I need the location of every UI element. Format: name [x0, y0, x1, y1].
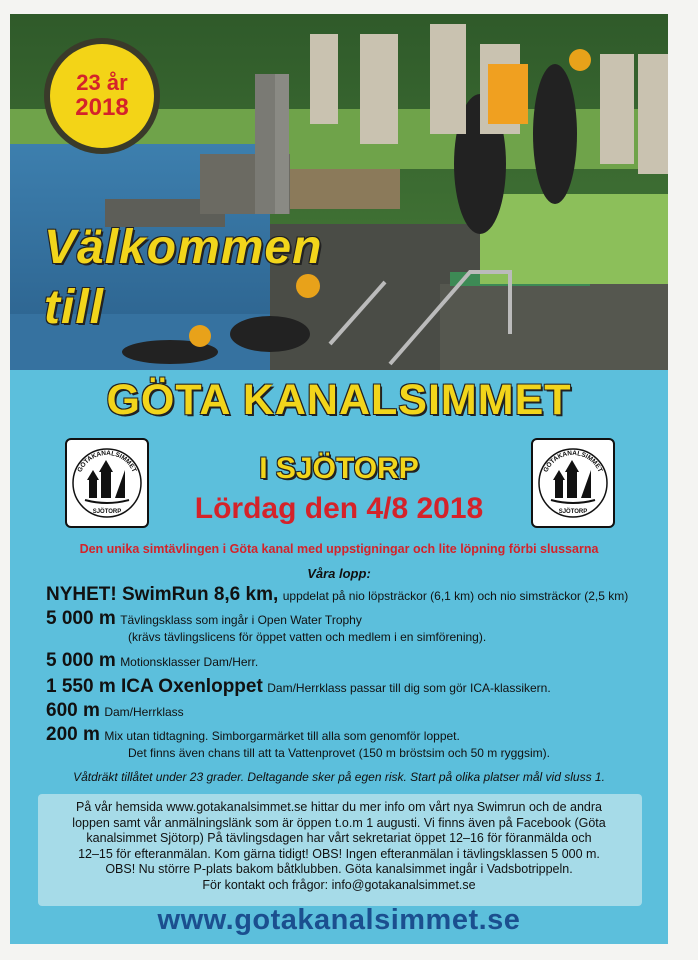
races-heading: Våra lopp: — [307, 566, 371, 581]
welcome-heading-till: till — [44, 281, 104, 334]
race-item — [46, 584, 628, 606]
race-description: Dam/Herrklass passar till dig som gör ICA-klassikern. — [267, 681, 551, 695]
info-line: loppen samt vår anmälningslänk som är öppen t.o.m 1 augusti. Vi finns även på Facebook (Göta — [72, 815, 606, 830]
event-tagline: Den unika simtävlingen i Göta kanal med uppstigningar och lite löpning förbi slussarna — [79, 542, 599, 556]
race-item — [46, 608, 362, 630]
race-distance: 5 000 m — [46, 650, 116, 671]
event-location: I SJÖTORP — [259, 452, 419, 485]
logo-text-bottom: SJÖTORP — [558, 509, 588, 515]
race-item-detail — [128, 744, 550, 762]
event-date: Lördag den 4/8 2018 — [194, 492, 484, 525]
info-line: 12–15 för efteranmälan. Kom gärna tidigt! OBS! Ingen efteranmälan i tävlingsklassen 5 000 m. — [78, 846, 600, 861]
race-distance: 5 000 m — [46, 608, 116, 629]
race-distance: 600 m — [46, 700, 100, 721]
badge-years: 23 år — [76, 70, 128, 95]
race-description: Motionsklasser Dam/Herr. — [120, 655, 259, 669]
race-distance: 1 550 m ICA Oxenloppet — [46, 676, 263, 697]
logo-text-top: GÖTAKANALSIMMET — [76, 449, 138, 474]
race-description: Mix utan tidtagning. Simborgarmärket till alla som genomför loppet. — [104, 729, 460, 743]
anniversary-badge — [50, 44, 154, 148]
race-item — [46, 700, 184, 722]
race-item — [46, 676, 551, 698]
race-item — [46, 724, 460, 746]
event-title: GÖTA KANALSIMMET — [106, 376, 572, 424]
badge-year: 2018 — [75, 94, 129, 121]
race-description-line2: (krävs tävlingslicens för öppet vatten och medlem i en simförening). — [128, 630, 487, 644]
race-description: Dam/Herrklass — [104, 705, 184, 719]
wetsuit-note: Våtdräkt tillåtet under 23 grader. Deltagande sker på egen risk. Start på olika platser mål vid sluss 1. — [73, 770, 605, 784]
info-line: kanalsimmet Sjötorp) På tävlingsdagen har vårt sekretariat öppet 12–16 för föranmälda och — [86, 831, 592, 845]
race-description: uppdelat på nio löpsträckor (6,1 km) och nio simsträckor (2,5 km) — [282, 589, 629, 603]
logo-text-top: GÖTAKANALSIMMET — [542, 449, 604, 474]
info-text — [10, 800, 668, 893]
race-item-detail — [128, 628, 486, 646]
poster — [10, 14, 668, 944]
race-description: Tävlingsklass som ingår i Open Water Trophy — [120, 613, 362, 627]
website-link[interactable]: www.gotakanalsimmet.se — [157, 904, 521, 936]
race-description-line2: Det finns även chans till att ta Vattenprovet (150 m bröstsim och 50 m ryggsim). — [128, 746, 550, 760]
info-line: För kontakt och frågor: info@gotakanalsimmet.se — [202, 877, 476, 892]
welcome-heading: Välkommen — [44, 221, 323, 274]
race-distance: NYHET! SwimRun 8,6 km, — [46, 584, 279, 605]
race-item — [46, 650, 258, 672]
info-line: OBS! Nu större P-plats bakom båtklubben. Göta kanalsimmet ingår i Vadsbotrippeln. — [105, 862, 573, 876]
info-line: På vår hemsida www.gotakanalsimmet.se hittar du mer info om vårt nya Swimrun och de andra — [76, 800, 602, 814]
race-distance: 200 m — [46, 724, 100, 745]
logo-text-bottom: SJÖTORP — [92, 509, 122, 515]
